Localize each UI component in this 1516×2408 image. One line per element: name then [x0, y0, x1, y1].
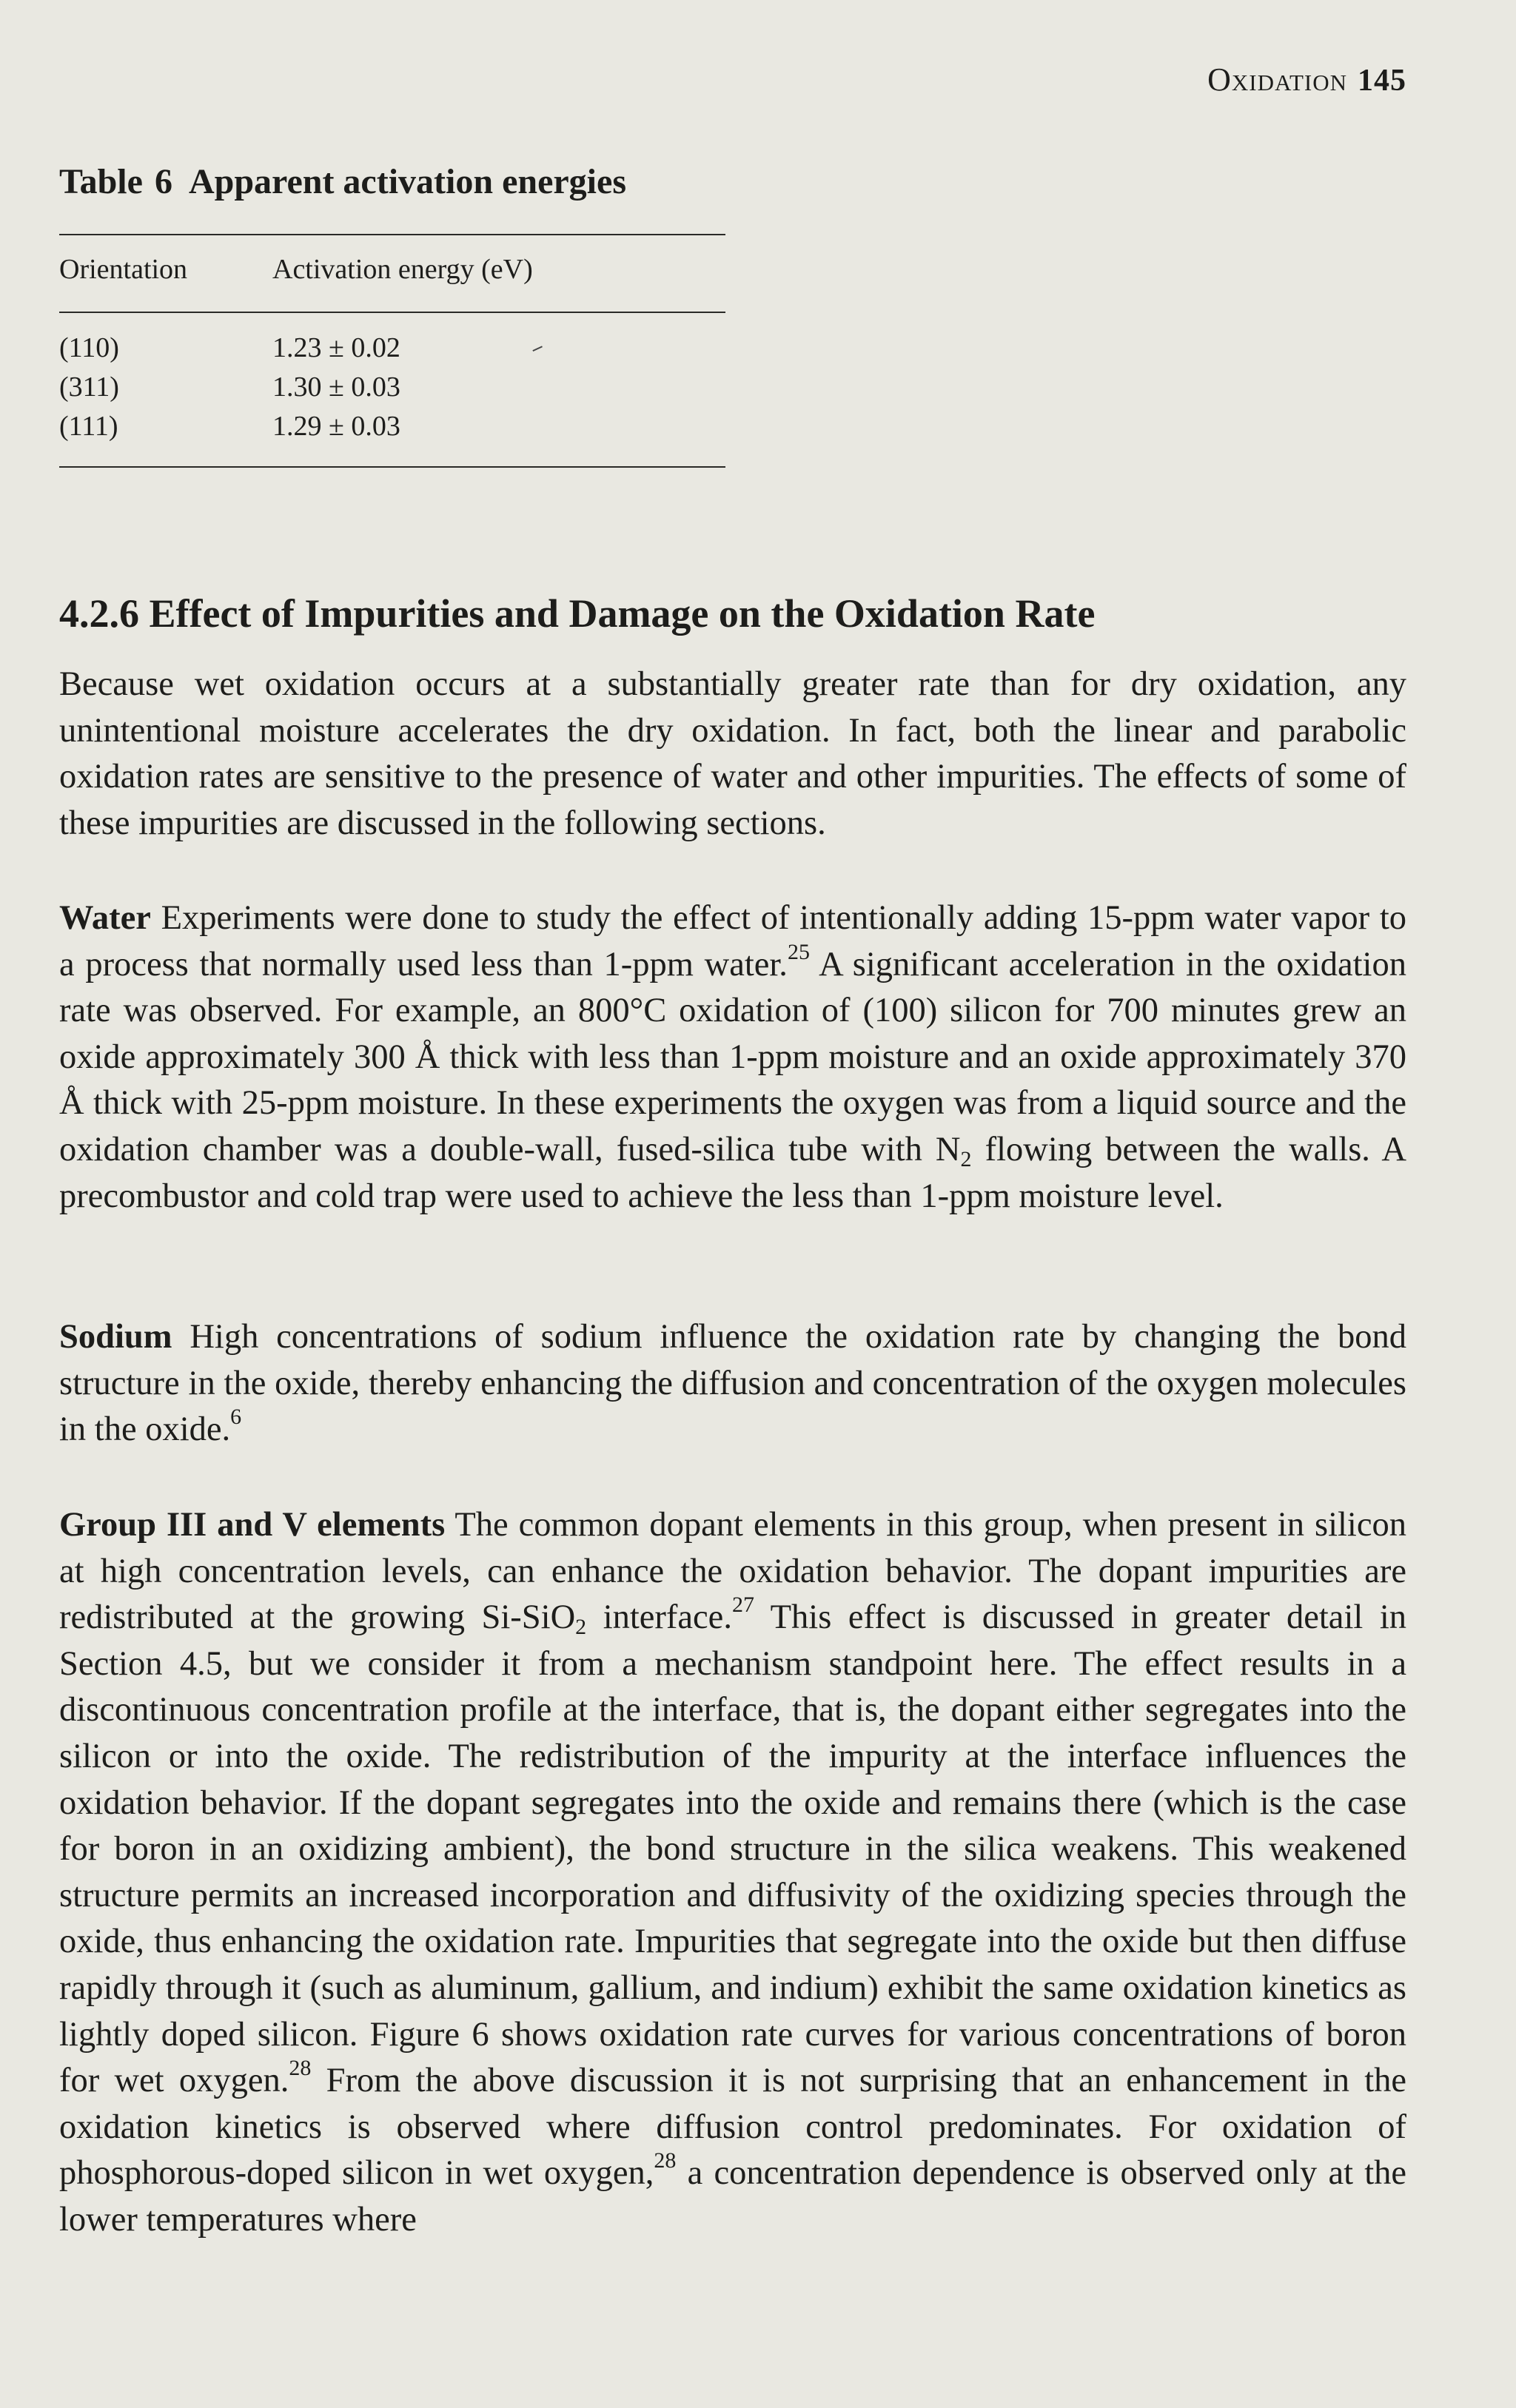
- table-bottom-rule: [59, 466, 725, 468]
- paragraph-intro: Because wet oxidation occurs at a substantially greater rate than for dry oxidation, any unintentional moisture accelerates the dry oxidation. In fact, both the linear and parabolic oxidation rates are sensitive to the presence of water and other impurities. The effects of some of these impurities are discussed in the following sections.: [59, 665, 1406, 842]
- reference-superscript: 28: [654, 2148, 677, 2173]
- paragraph-text: High concentrations of sodium influence the oxidation rate by changing the bond structure in the oxide, thereby enhancing the diffusion and concentration of the oxygen molecules in the oxide.: [59, 1318, 1407, 1449]
- table-header-rule: [59, 312, 725, 313]
- table-top-rule: [59, 234, 725, 235]
- paragraph-text: From the above discussion it is not surprising that an enhancement in the oxidation kinetics is observed where diffusion control predominates. For oxidation of phosphorous-doped silicon in wet oxygen,: [59, 2062, 1407, 2193]
- reference-superscript: 28: [289, 2056, 312, 2081]
- paragraph-text: A significant acceleration in the oxidation rate was observed. For example, an 800°C oxidation of (100) silicon for 700 minutes grew an oxide approximately 300 Å thick with less than 1-ppm moisture and an oxide approximately 370 Å thick with 25-ppm moisture. In these experiments the oxygen was from a liquid source and the oxidation chamber was a double-wall, fused-silica tube with N: [59, 945, 1406, 1168]
- paragraph-water: [59, 895, 1406, 1220]
- reference-superscript: 6: [230, 1405, 242, 1430]
- section-heading: 4.2.6 Effect of Impurities and Damage on the Oxidation Rate: [59, 591, 1096, 636]
- table-cell-energy: 1.30 ± 0.03: [272, 371, 400, 403]
- running-head: [1207, 61, 1406, 98]
- paragraph-text: This effect is discussed in greater detail in Section 4.5, but we consider it from a mechanism standpoint here. The effect results in a discontinuous concentration profile at the interface, that is, the dopant either segregates into the silicon or into the oxide. The redistribution of the impurity at the interface influences the oxidation behavior. If the dopant segregates into the oxide and remains there (which is the case for boron in an oxidizing ambient), the bond structure in the silica weakens. This weakened structure permits an increased incorporation and diffusivity of the oxidizing species through the oxide, thus enhancing the oxidation rate. Impurities that segregate into the oxide but then diffuse rapidly through it (such as aluminum, gallium, and indium) exhibit the same oxidation kinetics as lightly doped silicon. Figure 6 shows oxidation rate curves for various concentrations of boron for wet oxygen.: [59, 1598, 1406, 2100]
- table-cell-energy: 1.23 ± 0.02: [272, 332, 400, 363]
- table-cell-orientation: (110): [59, 332, 119, 363]
- paragraph-group-iii-v: [59, 1502, 1406, 2244]
- subscript: 2: [960, 1146, 972, 1171]
- reference-superscript: 27: [731, 1593, 754, 1618]
- table-cell-orientation: (311): [59, 371, 119, 403]
- table-header-activation-energy: Activation energy (eV): [272, 254, 533, 285]
- document-page: [59, 0, 1406, 2408]
- paragraph-sodium: [59, 1314, 1406, 1453]
- running-head-title: Oxidation: [1207, 61, 1347, 98]
- table-cell-orientation: (111): [59, 411, 118, 442]
- table-header-orientation: Orientation: [59, 254, 188, 285]
- table-cell-energy: 1.29 ± 0.03: [272, 411, 400, 442]
- table-caption-number: 6: [154, 162, 172, 201]
- paragraph-text: Experiments were done to study the effect of intentionally adding 15-ppm water vapor to a process that normally used less than 1-ppm water.: [59, 899, 1406, 983]
- run-in-heading-group-iii-v: Group III and V elements: [59, 1506, 446, 1544]
- stray-mark: [532, 346, 543, 354]
- subscript: 2: [575, 1615, 587, 1640]
- run-in-heading-water: Water: [59, 899, 151, 937]
- table-caption-label: Table: [59, 162, 143, 201]
- run-in-heading-sodium: Sodium: [59, 1318, 172, 1356]
- paragraph-text: interface.: [603, 1598, 732, 1637]
- reference-superscript: 25: [787, 939, 810, 964]
- paragraph-text: a concentration dependence is observed only at the lower temperatures where: [59, 2154, 1407, 2239]
- table-caption-title: Apparent activation energies: [188, 162, 626, 201]
- paragraph-text: flowing between the walls. A precombustor and cold trap were used to achieve the less than 1-ppm moisture level.: [59, 1130, 1406, 1215]
- paragraph-text: The common dopant elements in this group, when present in silicon at high concentration levels, can enhance the oxidation behavior. The dopant impurities are redistributed at the growing Si-SiO: [59, 1506, 1406, 1637]
- table-caption: [59, 161, 626, 202]
- page-number: 145: [1358, 64, 1406, 98]
